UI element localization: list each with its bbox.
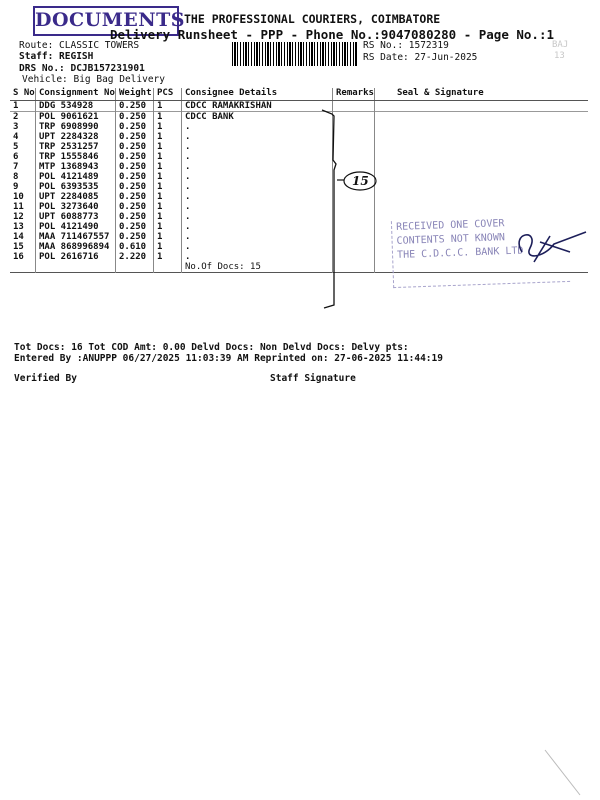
cell-pcs: 1 — [154, 122, 182, 132]
cell-consignment: POL 2616716 — [36, 252, 116, 262]
cell-pcs: 1 — [154, 172, 182, 182]
table-row — [10, 202, 588, 212]
cell-pcs: 1 — [154, 112, 182, 123]
cell-seal — [374, 202, 588, 212]
cell-consignment: MAA 711467557 — [36, 232, 116, 242]
cell-details: . — [182, 142, 333, 152]
cell-seal — [374, 162, 588, 172]
cell-seal — [374, 101, 588, 112]
route-label: Route: CLASSIC TOWERS — [19, 40, 140, 51]
col-remarks: Remarks — [333, 88, 375, 101]
cell-details: . — [182, 182, 333, 192]
cell-consignment: UPT 6088773 — [36, 212, 116, 222]
table-row — [10, 172, 588, 182]
cell-details: . — [182, 172, 333, 182]
cell-details: . — [182, 132, 333, 142]
cell-sno: 11 — [10, 202, 36, 212]
drs-number: DRS No.: DCJB157231901 — [19, 63, 145, 74]
verified-by-label: Verified By — [14, 373, 77, 384]
cell-sno: 14 — [10, 232, 36, 242]
cell-weight: 0.250 — [116, 182, 154, 192]
staff-label: Staff: REGISH — [19, 51, 94, 62]
cell-seal — [374, 182, 588, 192]
cell-weight: 0.250 — [116, 122, 154, 132]
cell-seal — [374, 152, 588, 162]
cell-consignment: POL 3273640 — [36, 202, 116, 212]
cell-weight: 0.250 — [116, 162, 154, 172]
cell-pcs: 1 — [154, 212, 182, 222]
cell-seal — [374, 122, 588, 132]
cell-weight: 0.250 — [116, 232, 154, 242]
cell-seal — [374, 192, 588, 202]
cell-consignment: UPT 2284328 — [36, 132, 116, 142]
cell-details: . — [182, 252, 333, 262]
received-stamp-line3: THE C.D.C.C. BANK LTD — [396, 245, 524, 261]
cell-weight: 0.250 — [116, 172, 154, 182]
cell-sno: 8 — [10, 172, 36, 182]
col-consignment: Consignment No — [36, 88, 116, 101]
cell-consignment: UPT 2284085 — [36, 192, 116, 202]
cell-details: . — [182, 202, 333, 212]
cell-pcs: 1 — [154, 162, 182, 172]
cell-weight: 0.610 — [116, 242, 154, 252]
cell-weight: 2.220 — [116, 252, 154, 262]
cell-sno: 1 — [10, 101, 36, 112]
scan-mark — [540, 740, 590, 800]
entered-by-line: Entered By :ANUPPP 06/27/2025 11:03:39 AM Reprinted on: 27-06-2025 11:44:19 — [14, 353, 443, 364]
cell-seal — [374, 142, 588, 152]
cell-pcs: 1 — [154, 142, 182, 152]
faint-mark-bottom: 13 — [554, 51, 565, 61]
cell-consignment: POL 4121489 — [36, 172, 116, 182]
cell-details: . — [182, 232, 333, 242]
table-row — [10, 142, 588, 152]
company-title: THE PROFESSIONAL COURIERS, COIMBATORE — [184, 12, 441, 26]
cell-consignment: POL 6393535 — [36, 182, 116, 192]
cell-sno: 10 — [10, 192, 36, 202]
table-row — [10, 192, 588, 202]
cell-sno: 4 — [10, 132, 36, 142]
table-row — [10, 152, 588, 162]
cell-weight: 0.250 — [116, 192, 154, 202]
cell-details: . — [182, 152, 333, 162]
col-consignee: Consignee Details — [182, 88, 333, 101]
cell-consignment: DDG 534928 — [36, 101, 116, 112]
col-weight: Weight — [116, 88, 154, 101]
table-row — [10, 182, 588, 192]
cell-consignment: TRP 6908990 — [36, 122, 116, 132]
table-row — [10, 101, 588, 112]
cell-pcs: 1 — [154, 132, 182, 142]
cell-pcs: 1 — [154, 232, 182, 242]
runsheet-title: Delivery Runsheet - PPP - Phone No.:9047080280 - Page No.:1 — [110, 27, 555, 42]
received-stamp-line1: RECEIVED ONE COVER — [395, 218, 505, 233]
cell-details: CDCC RAMAKRISHAN — [182, 101, 333, 112]
cell-details: CDCC BANK — [182, 112, 333, 123]
vehicle-label: Vehicle: Big Bag Delivery — [22, 74, 165, 85]
cell-weight: 0.250 — [116, 202, 154, 212]
cell-pcs: 1 — [154, 182, 182, 192]
cell-seal — [374, 172, 588, 182]
faint-mark-top: BAJ — [552, 40, 569, 50]
col-pcs: PCS — [154, 88, 182, 101]
handwritten-count: 15 — [352, 174, 369, 188]
cell-pcs: 1 — [154, 101, 182, 112]
cell-details: . — [182, 242, 333, 252]
cell-consignment: TRP 1555846 — [36, 152, 116, 162]
received-stamp-line2: CONTENTS NOT KNOWN — [396, 232, 506, 247]
totals-line: Tot Docs: 16 Tot COD Amt: 0.00 Delvd Docs: Non Delvd Docs: Delvy pts: — [14, 342, 409, 353]
col-sno: S No — [10, 88, 36, 101]
cell-pcs: 1 — [154, 222, 182, 232]
cell-weight: 0.250 — [116, 142, 154, 152]
table-row — [10, 162, 588, 172]
cell-weight: 0.250 — [116, 112, 154, 123]
cell-consignment: TRP 2531257 — [36, 142, 116, 152]
handwritten-bracket — [310, 100, 390, 320]
cell-details: . — [182, 222, 333, 232]
table-row — [10, 112, 588, 123]
cell-details: . — [182, 122, 333, 132]
cell-sno: 3 — [10, 122, 36, 132]
cell-seal — [374, 112, 588, 123]
cell-seal — [374, 132, 588, 142]
cell-weight: 0.250 — [116, 101, 154, 112]
documents-stamp: DOCUMENTS — [33, 6, 179, 36]
cell-weight: 0.250 — [116, 222, 154, 232]
cell-pcs: 1 — [154, 192, 182, 202]
table-row — [10, 122, 588, 132]
cell-consignment: POL 4121490 — [36, 222, 116, 232]
no-of-docs: No.Of Docs: 15 — [182, 262, 333, 273]
cell-sno: 13 — [10, 222, 36, 232]
staff-signature-label: Staff Signature — [270, 373, 356, 384]
cell-pcs: 1 — [154, 252, 182, 262]
cell-consignment: MTP 1368943 — [36, 162, 116, 172]
cell-weight: 0.250 — [116, 152, 154, 162]
rs-date: RS Date: 27-Jun-2025 — [363, 52, 478, 63]
barcode — [232, 42, 357, 66]
cell-details: . — [182, 162, 333, 172]
cell-sno: 7 — [10, 162, 36, 172]
cell-consignment: POL 9061621 — [36, 112, 116, 123]
cell-sno: 6 — [10, 152, 36, 162]
cell-pcs: 1 — [154, 152, 182, 162]
cell-details: . — [182, 212, 333, 222]
cell-sno: 2 — [10, 112, 36, 123]
cell-weight: 0.250 — [116, 212, 154, 222]
cell-pcs: 1 — [154, 202, 182, 212]
handwritten-signature — [500, 222, 590, 272]
col-seal: Seal & Signature — [374, 88, 588, 101]
cell-consignment: MAA 868996894 — [36, 242, 116, 252]
cell-sno: 15 — [10, 242, 36, 252]
cell-weight: 0.250 — [116, 132, 154, 142]
rs-number: RS No.: 1572319 — [363, 40, 449, 51]
table-row — [10, 132, 588, 142]
cell-sno: 12 — [10, 212, 36, 222]
cell-sno: 16 — [10, 252, 36, 262]
cell-details: . — [182, 192, 333, 202]
table-header-row — [10, 88, 588, 101]
cell-sno: 5 — [10, 142, 36, 152]
cell-pcs: 1 — [154, 242, 182, 252]
cell-sno: 9 — [10, 182, 36, 192]
